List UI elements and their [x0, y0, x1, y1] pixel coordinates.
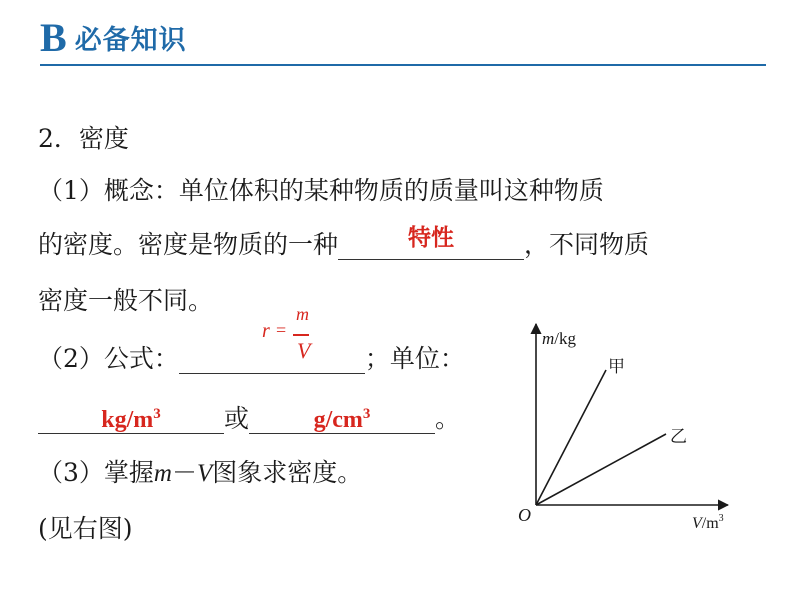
concept-line-1: （1）概念：单位体积的某种物质的质量叫这种物质 — [38, 176, 604, 205]
concept-line-2 — [38, 225, 650, 260]
graph-method-prefix: （3）掌握 — [38, 458, 154, 487]
x-axis-label: $V/m^3$ — [692, 513, 724, 532]
var-v: V — [196, 460, 213, 487]
line-jia — [536, 370, 606, 505]
concept-line-3: 密度一般不同。 — [38, 286, 214, 315]
y-axis-label: m/kg — [542, 329, 577, 348]
concept-line-2-suffix: ，不同物质 — [524, 230, 650, 259]
graph-method-line — [38, 458, 362, 489]
label-yi: 乙 — [670, 427, 687, 446]
unit-prefix: ；单位： — [364, 344, 465, 373]
property-blank — [338, 225, 524, 260]
density-formula — [262, 304, 322, 374]
origin-label: O — [518, 505, 531, 525]
label-jia: 甲 — [608, 357, 625, 376]
see-figure-note: (见右图) — [38, 514, 133, 543]
density-heading: 2．密度 — [38, 124, 129, 153]
unit-answer-1: $kg/m^3$ — [101, 406, 161, 433]
formula-prefix: （2）公式： — [38, 344, 179, 373]
unit-answer-2: $g/cm^3$ — [313, 406, 371, 433]
mass-volume-graph — [500, 318, 760, 538]
unit-blank-1 — [38, 407, 224, 434]
units-line — [38, 404, 460, 434]
unit-blank-2 — [249, 407, 435, 434]
header-divider — [40, 64, 766, 66]
formula-denominator: V — [297, 338, 311, 363]
var-dash: － — [171, 458, 197, 487]
unit-connector: 或 — [224, 404, 250, 433]
section-header — [40, 14, 187, 60]
formula-equals: = — [276, 320, 287, 340]
graph-method-suffix: 图象求密度。 — [212, 458, 363, 487]
property-answer: 特性 — [408, 225, 455, 251]
concept-line-2-prefix: 的密度。密度是物质的一种 — [38, 230, 339, 259]
formula-rho: r — [262, 320, 270, 342]
section-letter: B — [40, 14, 67, 60]
formula-line — [38, 344, 465, 374]
var-m: m — [153, 460, 172, 487]
section-title: 必备知识 — [74, 24, 187, 56]
units-end: 。 — [435, 404, 461, 433]
line-yi — [536, 434, 666, 505]
formula-fraction-bar — [293, 334, 309, 336]
formula-numerator: m — [296, 304, 309, 324]
